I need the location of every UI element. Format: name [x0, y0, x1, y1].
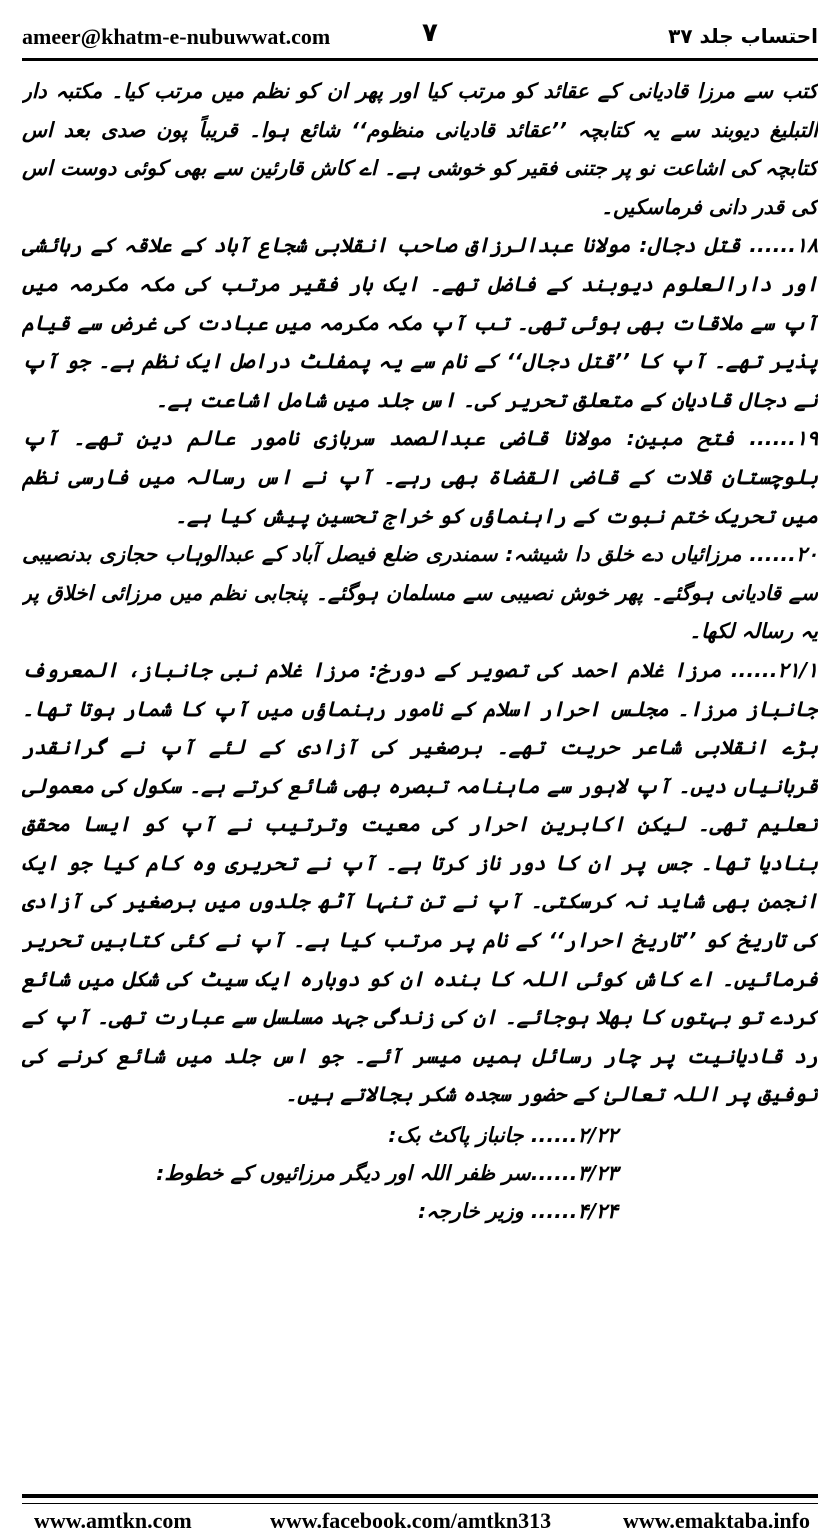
footer-link-emaktaba[interactable]: www.emaktaba.info: [622, 1508, 810, 1533]
entry-title: قتل دجال:: [639, 233, 741, 258]
footer-link-amtkn[interactable]: www.amtkn.com: [34, 1508, 192, 1533]
entry-number: ۲۱/۱......: [730, 657, 818, 682]
book-title: احتساب جلد ۳۷: [668, 24, 818, 48]
entry-title: مرزائیاں دے خلق دا شیشہ:: [505, 542, 742, 567]
footer-link-facebook[interactable]: www.facebook.com/amtkn313: [270, 1508, 552, 1533]
entry-number: ۱۹......: [749, 426, 818, 451]
header-email[interactable]: ameer@khatm-e-nubuwwat.com: [22, 24, 331, 49]
entry-text: مولانا قاضی عبدالصمد سربازی نامور عالم دین تھے۔ آپ بلوچستان قلات کے قاضی القضاۃ بھی رہے۔ آپ نے اس رسالہ میں فارسی نظم میں تحریک ختم نبوت کے راہنماؤں کو خراج تحسین پیش کیا ہے۔: [22, 426, 818, 528]
entry-number: ۱۸......: [749, 233, 818, 258]
entry-text: مولانا عبدالرزاق صاحب انقلابی شجاع آباد کے علاقہ کے رہائشی اور دارالعلوم دیوبند کے فاضل تھے۔ ایک بار فقیر مرتب کی مکہ مکرمہ میں آپ سے ملاقات بھی ہوئی تھی۔ تب آپ مکہ مکرمہ میں عبادت کی غرض سے قیام پذیر تھے۔ آپ کا ’’قتل دجال‘‘ کے نام سے یہ پمفلٹ دراصل ایک نظم ہے۔ جو آپ نے دجال قادیان کے متعلق تحریر کی۔ اس جلد میں شامل اشاعت ہے۔: [22, 233, 818, 412]
entry-title: فتح مبین:: [626, 426, 735, 451]
entry-text: سمندری ضلع فیصل آباد کے عبدالوہاب حجازی بدنصیبی سے قادیانی ہوگئے۔ پھر خوش نصیبی سے مسلمان ہوگئے۔ پنجابی نظم میں مرزائی اخلاق پر یہ رسالہ لکھا۔: [22, 542, 818, 644]
page-number: ۷: [422, 18, 438, 48]
footer-divider-thick: [22, 1494, 818, 1498]
entry-title: مرزا غلام احمد کی تصویر کے دورخ:: [368, 657, 722, 682]
page-body: [22, 72, 818, 1452]
entry-19: [22, 419, 818, 535]
sub-item: ۴/۲۴...... وزیر خارجہ:: [417, 1199, 618, 1224]
sub-item-list: [22, 1116, 818, 1230]
intro-paragraph: کتب سے مرزا قادیانی کے عقائد کو مرتب کیا اور پھر ان کو نظم میں مرتب کیا۔ مکتبہ دار التبلیغ دیوبند سے یہ کتابچہ ’’عقائد قادیانی منظوم‘‘ شائع ہوا۔ قریباً پون صدی بعد اس کتابچہ کی اشاعت نو پر جتنی فقیر کو خوشی ہے۔ اے کاش قارئین سے بھی کوئی دوست اس کی قدر دانی فرماسکیں۔: [22, 79, 818, 219]
entry-18: [22, 226, 818, 419]
footer-divider-thin: [22, 1503, 818, 1504]
entry-20: [22, 535, 818, 651]
sub-item: ۳/۲۳......سر ظفر اللہ اور دیگر مرزائیوں کے خطوط:: [156, 1161, 618, 1186]
sub-item: ۲/۲۲...... جانباز پاکٹ بک:: [388, 1123, 618, 1148]
page-header: [22, 18, 818, 58]
header-divider: [22, 58, 818, 61]
entry-21: [22, 651, 818, 1114]
entry-number: ۲۰......: [749, 542, 818, 567]
entry-text: مرزا غلام نبی جانباز، المعروف جانباز مرزا۔ مجلس احرار اسلام کے نامور رہنماؤں میں آپ کا شمار ہوتا تھا۔ بڑے انقلابی شاعر حریت تھے۔ برصغیر کی آزادی کے لئے آپ نے گرانقدر قربانیاں دیں۔ آپ لاہور سے ماہنامہ تبصرہ بھی شائع کرتے ہے۔ سکول کی معمولی تعلیم تھی۔ لیکن اکابرین احرار کی معیت وترتیب نے آپ کو ایسا محقق بنادیا تھا۔ جس پر ان کا دور ناز کرتا ہے۔ آپ نے تحریری وہ کام کیا جو ایک انجمن بھی شاید نہ کرسکتی۔ آپ نے تن تنہا آٹھ جلدوں میں برصغیر کی آزادی کی تاریخ کو ’’تاریخ احرار‘‘ کے نام پر مرتب کیا ہے۔ آپ نے کئی کتابیں تحریر فرمائیں۔ اے کاش کوئی اللہ کا بندہ ان کو دوبارہ ایک سیٹ کی شکل میں شائع کردے تو بہتوں کا بھلا ہوجائے۔ ان کی زندگی جہد مسلسل سے عبارت تھی۔ آپ کے رد قادیانیت پر چار رسائل ہمیں میسر آئے۔ جو اس جلد میں شائع کرنے کی توفیق پر اللہ تعالیٰ کے حضور سجدہ شکر بجالاتے ہیں۔: [22, 657, 818, 1107]
page-footer: [22, 1508, 818, 1538]
